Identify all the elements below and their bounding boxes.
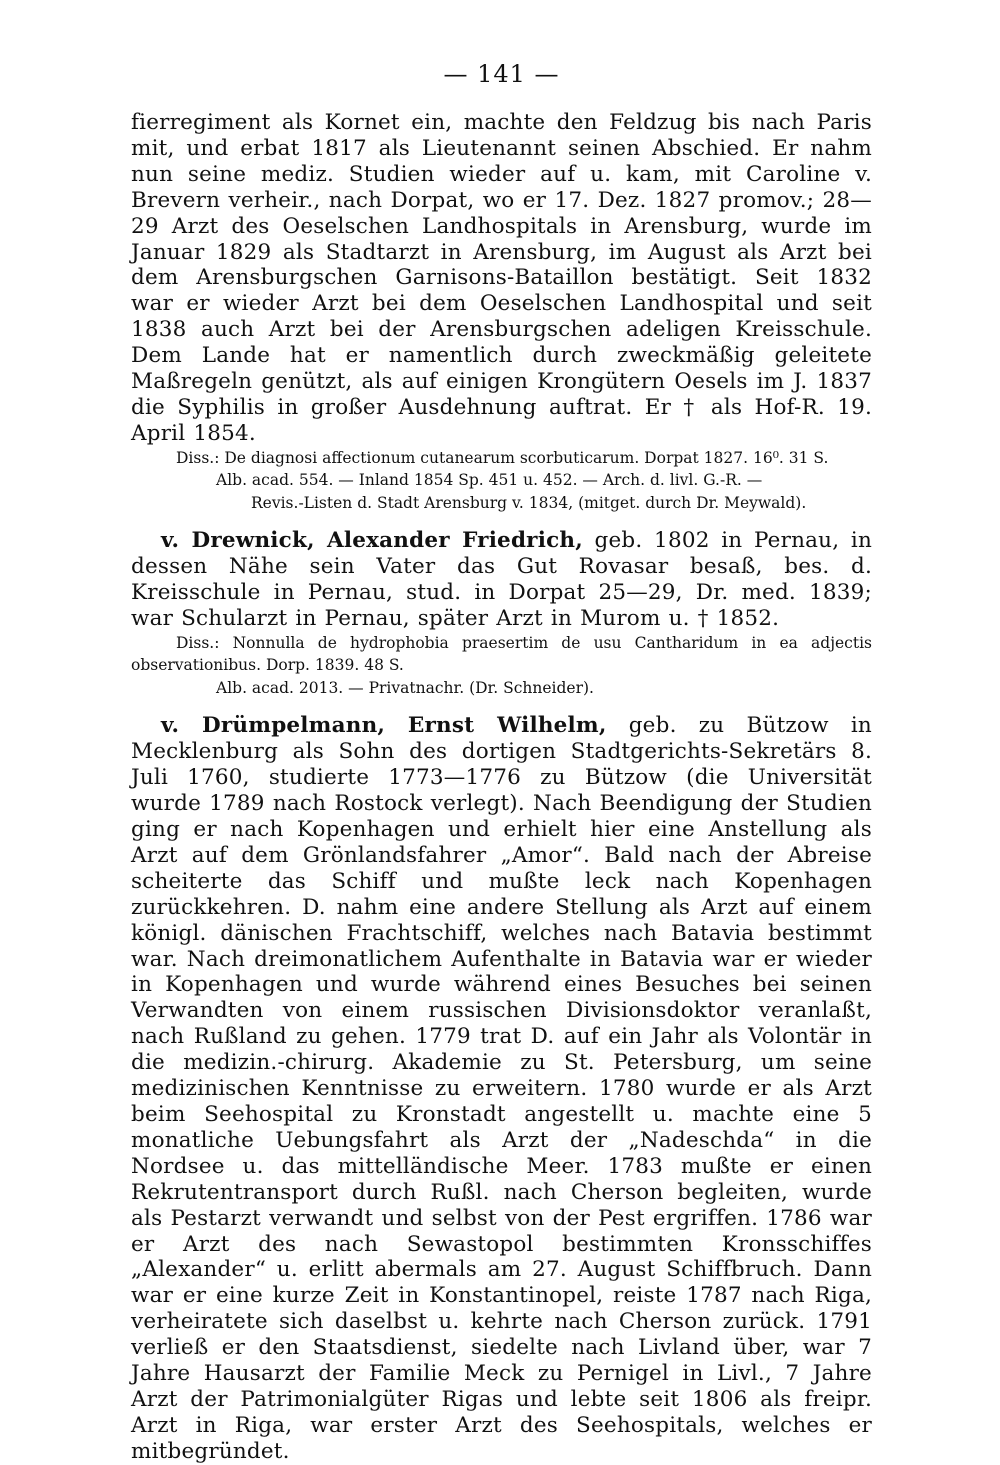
biography-entry-druempelmann	[131, 713, 872, 1464]
entry-name: v. Drümpelmann, Ernst Wilhelm,	[161, 713, 607, 739]
source-note: Revis.-Listen d. Stadt Arensburg v. 1834, (mitget. durch Dr. Meywald).	[251, 493, 807, 512]
entry-text: geb. 1802 in Pernau, in dessen Nähe sein Vater das Gut Rovasar besaß, bes. d. Kreisschule in Pernau, stud. in Dorpat 25—29, Dr. med. 1839; war Schularzt in Pernau, später Arzt in Murom u. † 1852.	[131, 528, 872, 631]
source-note: Alb. acad. 2013. — Privatnachr. (Dr. Schneider).	[216, 678, 594, 697]
entry-text: geb. zu Bützow in Mecklenburg als Sohn des dortigen Stadtgerichts-Sekretärs 8. Juli 1760, studierte 1773—1776 zu Bützow (die Universität wurde 1789 nach Rostock verlegt). Nach Beendigung der Studien ging er nach Kopenhagen und erhielt hier eine Anstellung als Arzt auf dem Grönlandsfahrer „Amor“. Bald nach der Abreise scheiterte das Schiff und mußte leck nach Kopenhagen zurückkehren. D. nahm eine andere Stellung als Arzt auf einem königl. dänischen Frachtschiff, welches nach Batavia bestimmt war. Nach dreimonatlichem Aufenthalte in Batavia war er wieder in Kopenhagen und wurde während eines Besuches bei seinen Verwandten von einem russischen Divisionsdoktor veranlaßt, nach Rußland zu gehen. 1779 trat D. auf ein Jahr als Volontär in die medizin.-chirurg. Akademie zu St. Petersburg, um seine medizinischen Kenntnisse zu erweitern. 1780 wurde er als Arzt beim Seehospital zu Kronstadt angestellt u. machte eine 5 monatliche Uebungsfahrt als Arzt der „Nadeschda“ in die Nordsee u. das mittelländische Meer. 1783 mußte er einen Rekrutentransport durch Rußl. nach Cherson begleiten, wurde als Pestarzt verwandt und selbst von der Pest ergriffen. 1786 war er Arzt des nach Sewastopol bestimmten Kronsschiffes „Alexander“ u. erlitt abermals am 27. August Schiffbruch. Dann war er eine kurze Zeit in Konstantinopel, reiste 1787 nach Riga, verheiratete sich daselbst u. kehrte nach Cherson zurück. 1791 verließ er den Staatsdienst, siedelte nach Livland über, war 7 Jahre Hausarzt der Familie Meck zu Pernigel in Livl., 7 Jahre Arzt der Patrimonialgüter Rigas und lebte seit 1806 als freipr. Arzt in Riga, war erster Arzt des Seehospitals, welches er mitbegründet.	[131, 713, 872, 1464]
biography-entry-drewnick	[131, 528, 872, 632]
entry-name: v. Drewnick, Alexander Friedrich,	[161, 528, 583, 554]
source-note: Alb. acad. 554. — Inland 1854 Sp. 451 u. 452. — Arch. d. livl. G.-R. —	[216, 471, 763, 490]
dissertation-note: Diss.: De diagnosi affectionum cutanearum scorbuticarum. Dorpat 1827. 16⁰. 31 S.	[176, 448, 829, 467]
entry-continuation-text: fierregiment als Kornet ein, machte den Feldzug bis nach Paris mit, und erbat 1817 als Lieutenannt seinen Abschied. Er nahm nun seine mediz. Studien wieder auf u. kam, mit Caroline v. Brevern verheir., nach Dorpat, wo er 17. Dez. 1827 promov.; 28—29 Arzt des Oeselschen Landhospitals in Arensburg, wurde im Januar 1829 als Stadtarzt in Arensburg, im August als Arzt bei dem Arensburgschen Garnisons-Bataillon bestätigt. Seit 1832 war er wieder Arzt bei dem Oeselschen Landhospital und seit 1838 auch Arzt bei der Arensburgschen adeligen Kreisschule. Dem Lande hat er namentlich durch zweckmäßig geleitete Maßregeln genützt, als auf einigen Krongütern Oesels im J. 1837 die Syphilis in großer Ausdehnung auftrat. Er † als Hof-R. 19. April 1854.	[131, 110, 872, 446]
page-number: — 141 —	[443, 60, 560, 88]
dissertation-note: Diss.: Nonnulla de hydrophobia praesertim de usu Cantharidum in ea adjectis observationibus. Dorp. 1839. 48 S.	[131, 633, 872, 675]
